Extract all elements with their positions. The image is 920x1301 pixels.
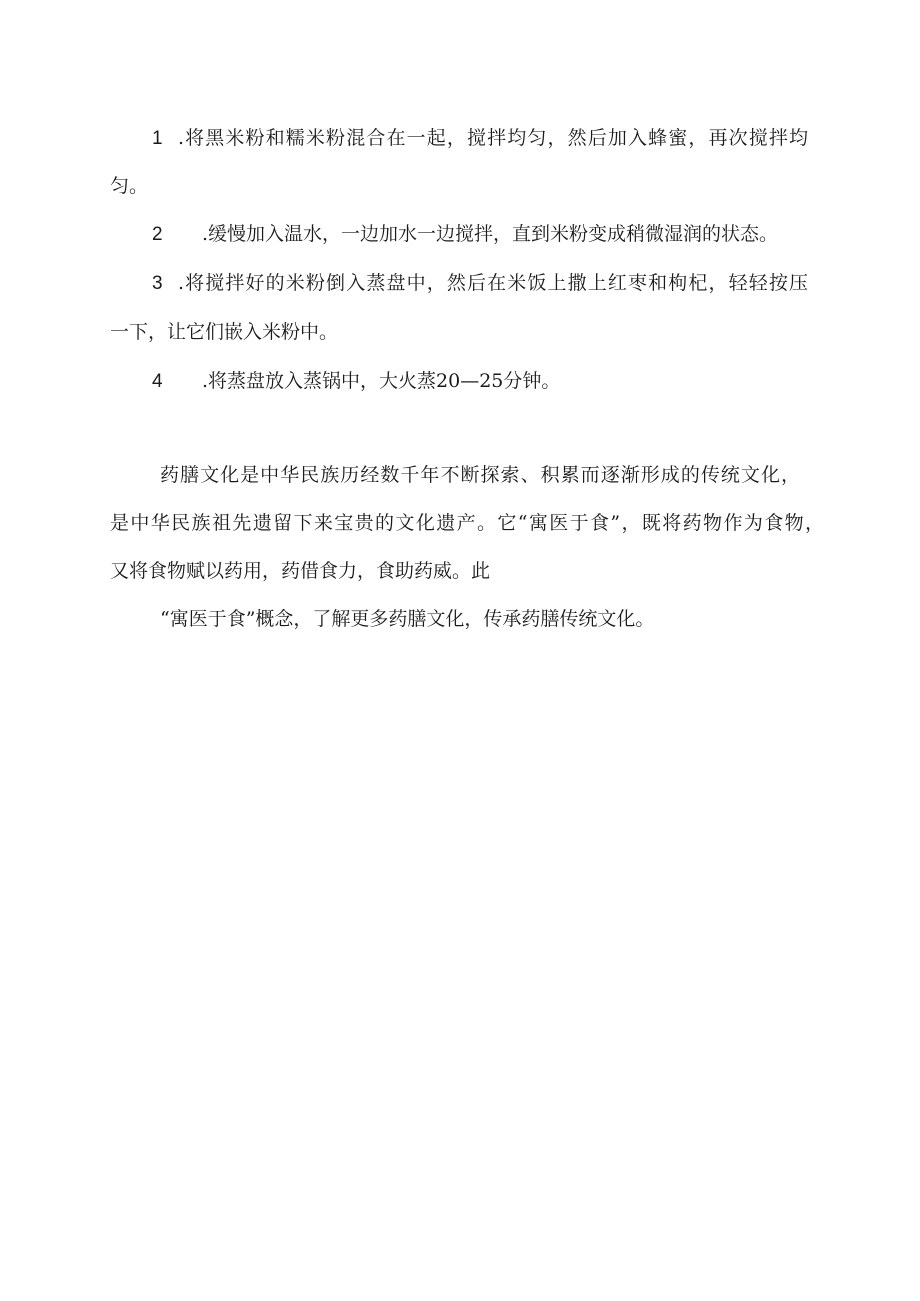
step-number: 1 — [152, 128, 163, 149]
step-3 — [152, 271, 808, 295]
step-2 — [152, 222, 778, 246]
step-text: .将黑米粉和糯米粉混合在一起，搅拌均匀，然后加入蜂蜜，再次搅拌均 — [178, 127, 808, 149]
step-3-continuation: 一下，让它们嵌入米粉中。 — [110, 321, 339, 343]
step-number: 3 — [152, 273, 163, 294]
culture-paragraph-line-1: 药膳文化是中华民族历经数千年不断探索、积累而逐渐形成的传统文化， — [160, 464, 800, 486]
step-number: 2 — [152, 224, 163, 245]
step-text: .将蒸盘放入蒸锅中，大火蒸20—25分钟。 — [202, 370, 561, 392]
culture-paragraph-line-3: 又将食物赋以药用，药借食力，食助药威。此 — [110, 560, 491, 582]
culture-paragraph-line-4: “寓医于食”概念，了解更多药膳文化，传承药膳传统文化。 — [160, 608, 655, 630]
step-4 — [152, 369, 560, 393]
step-text: .缓慢加入温水，一边加水一边搅拌，直到米粉变成稍微湿润的状态。 — [202, 223, 779, 245]
step-1 — [152, 126, 808, 150]
culture-paragraph-line-2: 是中华民族祖先遗留下来宝贵的文化遗产。它“寓医于食”，既将药物作为食物， — [110, 512, 824, 534]
step-number: 4 — [152, 371, 163, 392]
step-1-continuation: 匀。 — [110, 175, 149, 197]
step-text: .将搅拌好的米粉倒入蒸盘中，然后在米饭上撒上红枣和枸杞，轻轻按压 — [178, 272, 808, 294]
